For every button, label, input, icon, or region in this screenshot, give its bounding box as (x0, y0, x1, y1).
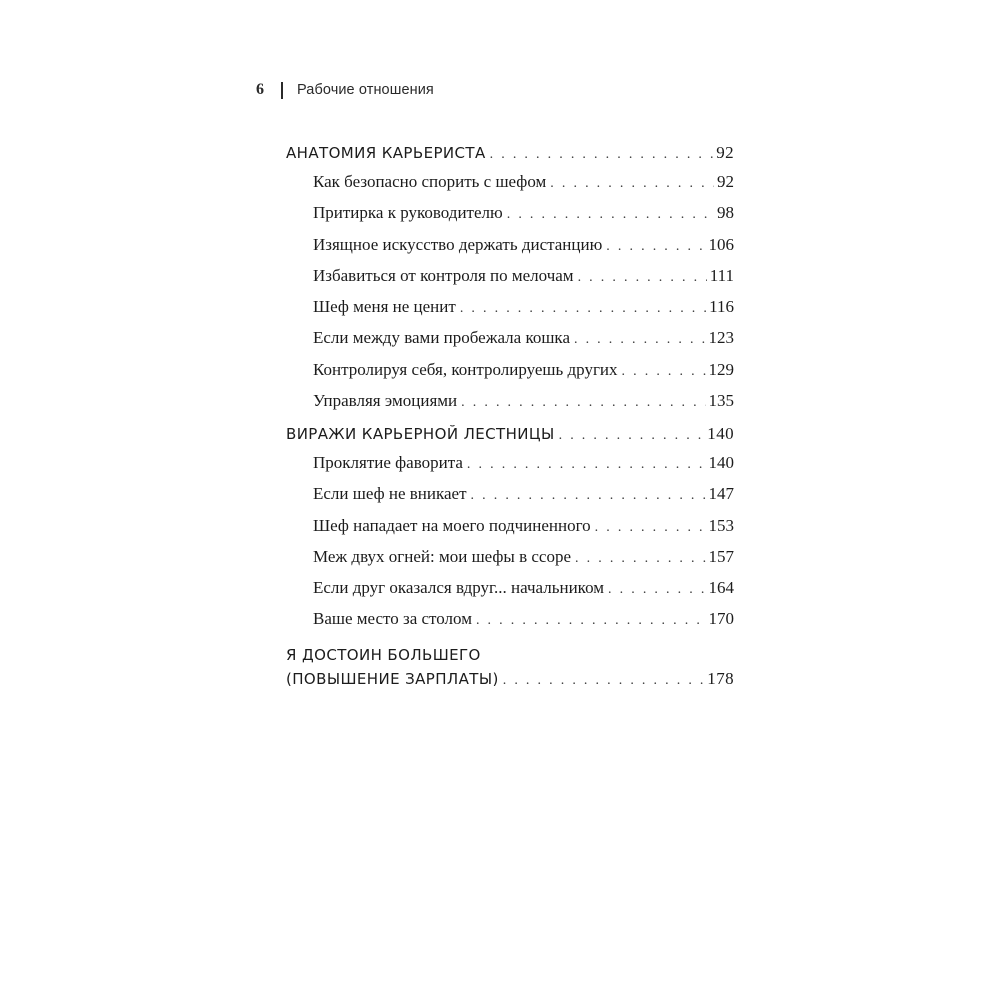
dot-leader (476, 606, 706, 635)
toc-entry (286, 323, 734, 354)
dot-leader (575, 544, 705, 573)
toc-entry (286, 542, 734, 573)
section-page-number: 178 (707, 669, 734, 688)
entry-page-number: 140 (708, 453, 734, 472)
dot-leader (550, 169, 714, 198)
dot-leader (503, 669, 705, 693)
entry-title: Избавиться от контроля по мелочам (313, 265, 574, 285)
toc-entry (286, 386, 734, 417)
toc-section (286, 643, 734, 693)
entry-title: Если между вами пробежала кошка (313, 328, 570, 348)
entry-title: Меж двух огней: мои шефы в ссоре (313, 546, 572, 566)
dot-leader (490, 143, 714, 167)
entry-title: Шеф нападает на моего подчиненного (313, 515, 591, 535)
entry-page-number: 111 (709, 265, 734, 285)
dot-leader (622, 357, 706, 386)
dot-leader (606, 232, 705, 261)
entry-title: Притирка к руководителю (313, 203, 503, 223)
entry-title: Изящное искусство держать дистанцию (313, 234, 603, 254)
section-title: (ПОВЫШЕНИЕ ЗАРПЛАТЫ) (286, 670, 499, 688)
entry-page-number: 92 (717, 172, 734, 191)
dot-leader (578, 263, 707, 292)
toc-entry (286, 511, 734, 542)
entry-page-number: 147 (708, 484, 734, 504)
dot-leader (608, 575, 705, 604)
entry-page-number: 123 (708, 328, 734, 348)
toc-entry (286, 479, 734, 510)
section-page-number: 92 (716, 143, 734, 162)
entry-title: Ваше место за столом (313, 609, 472, 629)
section-title: АНАТОМИЯ КАРЬЕРИСТА (286, 144, 486, 162)
dot-leader (507, 200, 714, 229)
entry-page-number: 98 (717, 203, 734, 223)
running-head (256, 78, 434, 102)
dot-leader (471, 481, 706, 510)
toc-entry (286, 230, 734, 261)
entry-title: Если друг оказался вдруг... начальником (313, 578, 605, 598)
dot-leader (595, 513, 706, 542)
header-separator (281, 82, 283, 99)
section-page-number: 140 (707, 424, 734, 443)
section-heading (286, 422, 734, 448)
dot-leader (467, 450, 706, 479)
section-title-line: Я ДОСТОИН БОЛЬШЕГО (286, 646, 481, 664)
entry-page-number: 106 (708, 234, 734, 254)
toc-entry (286, 292, 734, 323)
toc-entry (286, 261, 734, 292)
toc-entry (286, 573, 734, 604)
toc-entry (286, 448, 734, 479)
dot-leader (559, 424, 705, 448)
entry-title: Если шеф не вникает (313, 484, 467, 504)
entry-title: Как безопасно спорить с шефом (313, 172, 547, 191)
entry-title: Проклятие фаворита (313, 453, 463, 472)
entry-title: Контролируя себя, контролируешь других (313, 359, 618, 379)
toc-entry (286, 604, 734, 635)
running-title: Рабочие отношения (297, 82, 434, 98)
dot-leader (461, 388, 705, 417)
entry-page-number: 164 (708, 578, 734, 598)
toc-entry (286, 355, 734, 386)
entry-title: Шеф меня не ценит (313, 297, 456, 317)
entry-page-number: 116 (709, 297, 734, 317)
dot-leader (574, 325, 706, 354)
toc-section (286, 422, 734, 636)
entry-title: Управляя эмоциями (313, 391, 458, 411)
dot-leader (460, 294, 706, 323)
section-title: ВИРАЖИ КАРЬЕРНОЙ ЛЕСТНИЦЫ (286, 425, 555, 443)
entry-page-number: 170 (708, 609, 734, 629)
toc-entry (286, 198, 734, 229)
page-number: 6 (256, 81, 264, 98)
section-heading (286, 667, 734, 693)
entry-page-number: 157 (708, 546, 734, 566)
entry-page-number: 135 (708, 391, 734, 411)
toc-section (286, 141, 734, 417)
toc-entry (286, 167, 734, 198)
entry-page-number: 153 (708, 515, 734, 535)
entry-page-number: 129 (708, 359, 734, 379)
section-heading (286, 141, 734, 167)
